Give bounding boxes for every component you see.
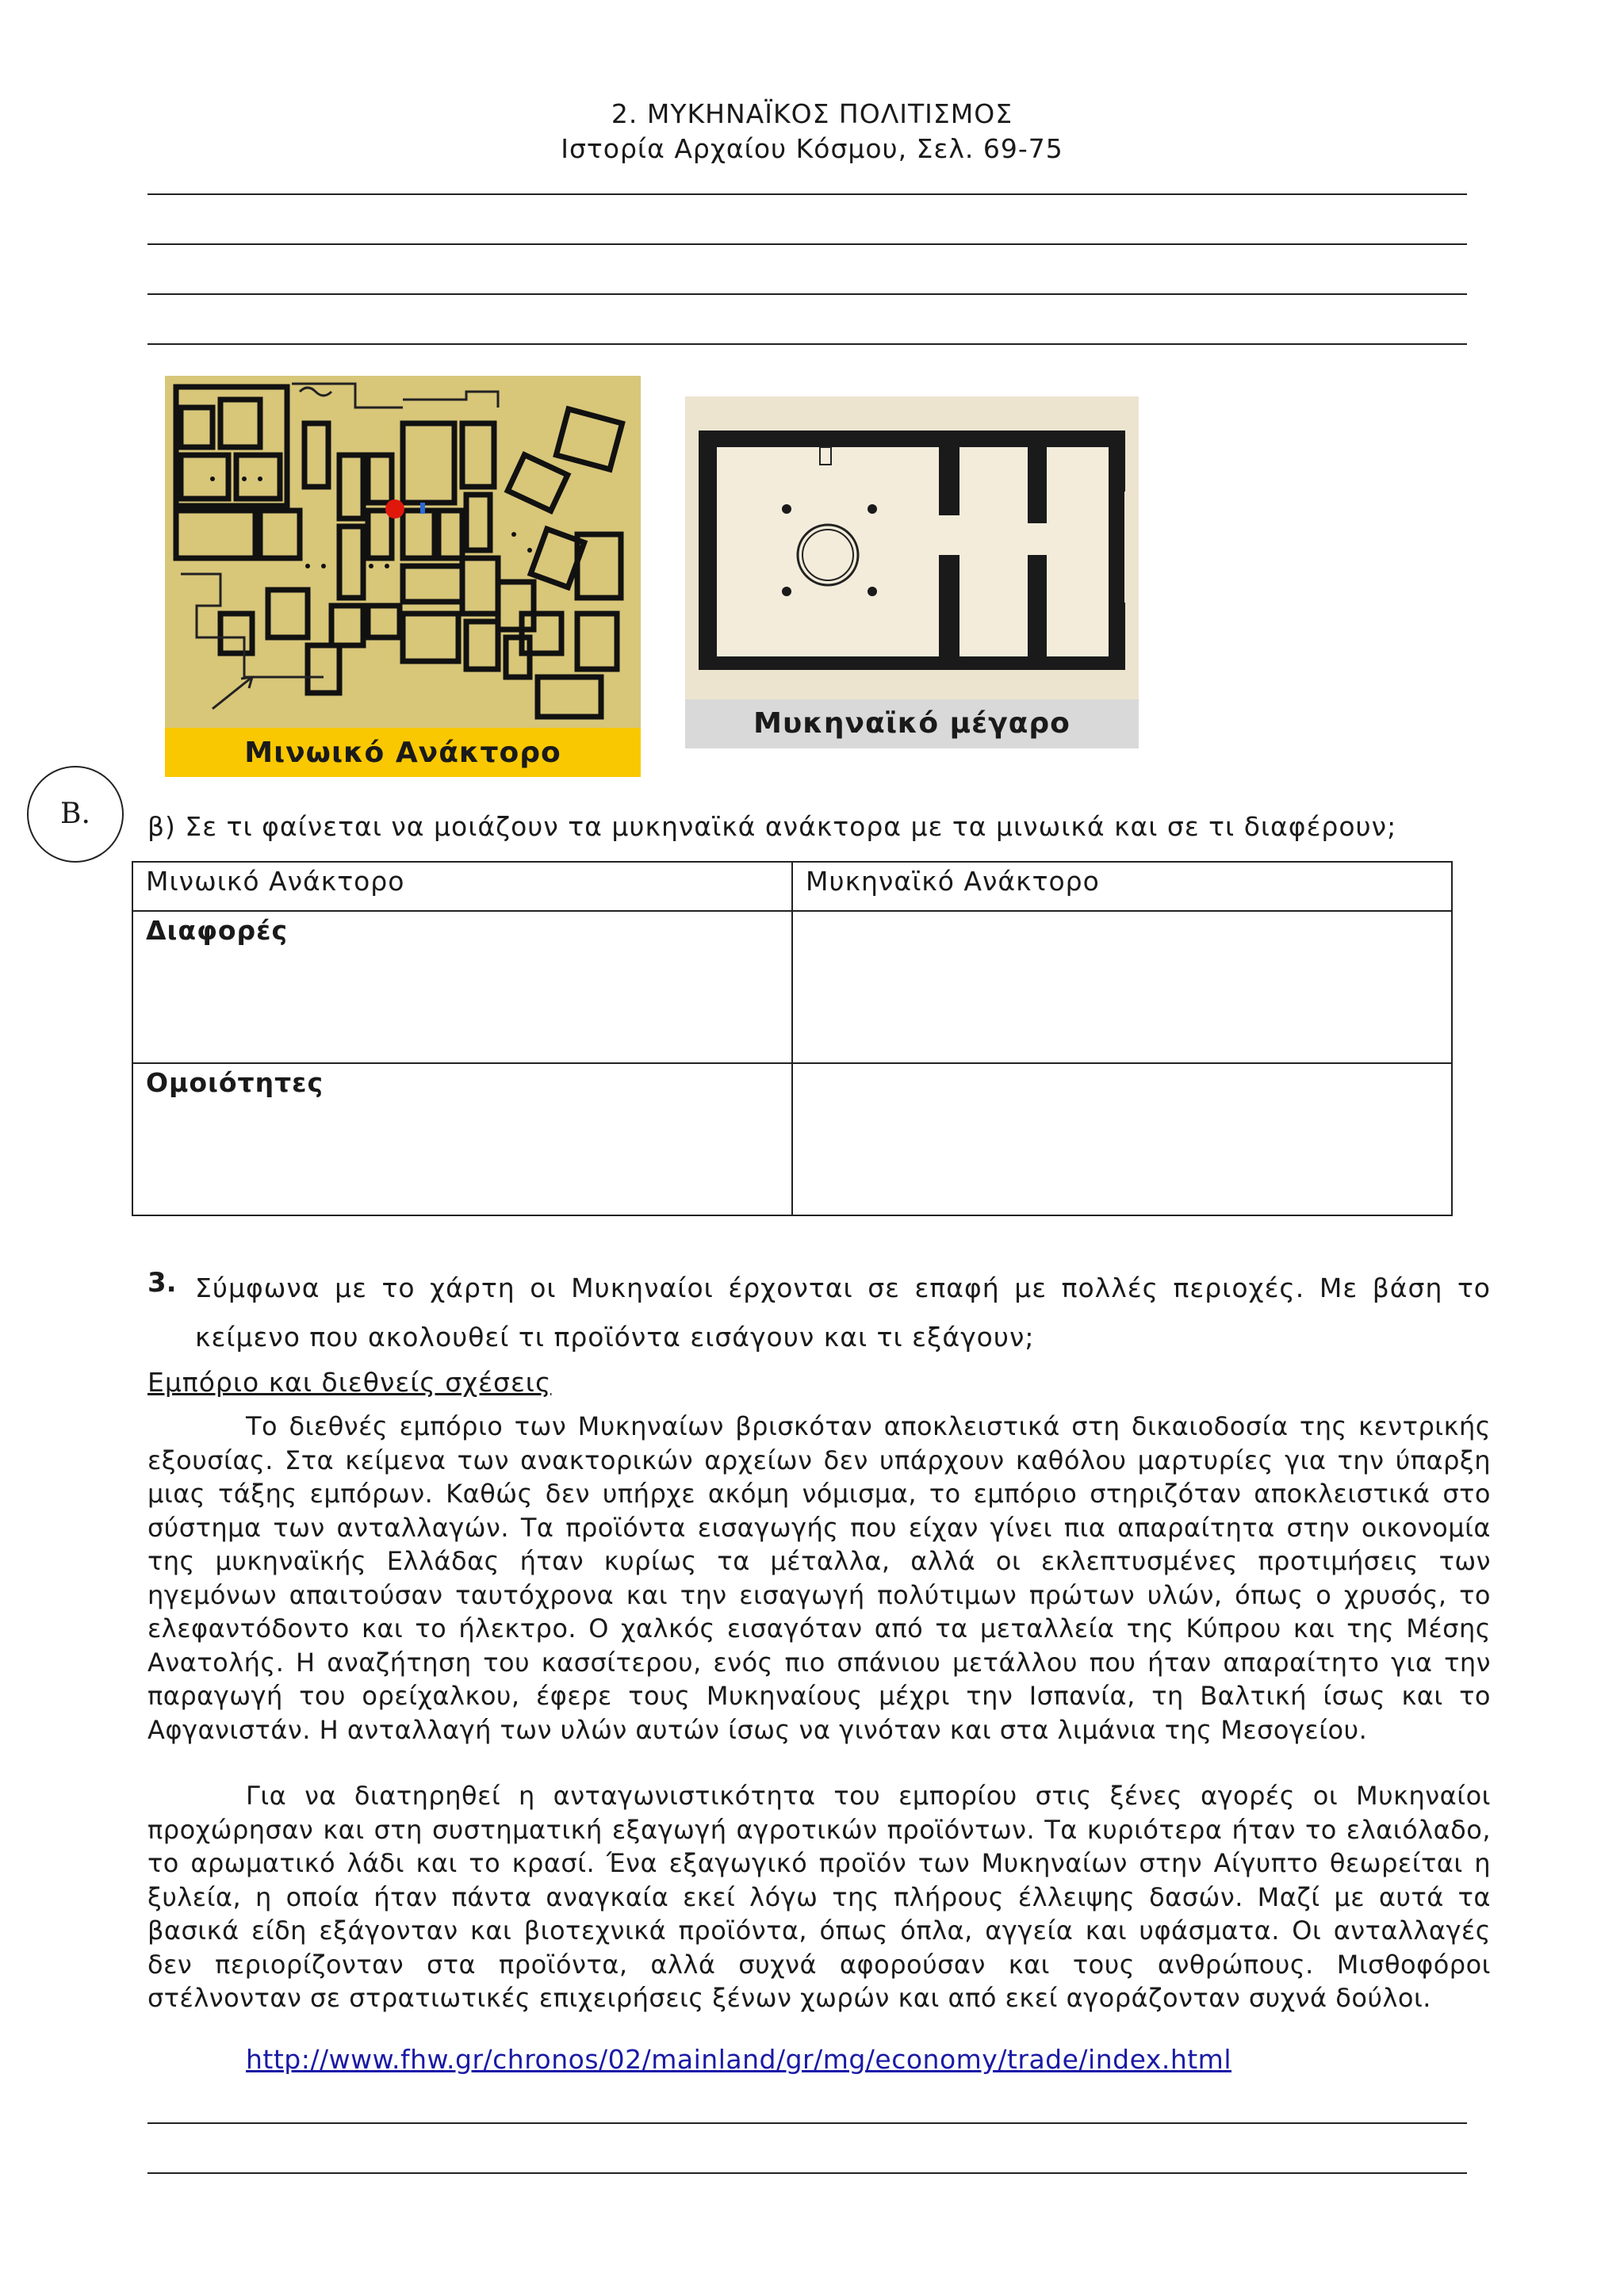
paragraph-1 <box>147 1410 1491 1747</box>
question-3-number: 3. <box>147 1267 177 1299</box>
question-3-text: Σύμφωνα με το χάρτη οι Μυκηναίοι έρχονται σε επαφή με πολλές περιοχές. Με βάση το κείμενο που ακολουθεί τι προϊόντα εισάγουν και τι εξάγουν; <box>195 1272 1491 1353</box>
comparison-table <box>132 861 1453 1216</box>
paragraph-2 <box>147 1779 1491 2015</box>
table-header-mycenaean: Μυκηναϊκό Ανάκτορο <box>792 862 1452 911</box>
minoan-palace-caption: Μινωικό Ανάκτορο <box>165 728 641 777</box>
answer-line <box>147 343 1467 345</box>
text-subheading: Εμπόριο και διεθνείς σχέσεις <box>147 1367 552 1398</box>
paragraph-2-text: Για να διατηρηθεί η ανταγωνιστικότητα του εμπορίου στις ξένες αγορές οι Μυκηναίοι προχώρησαν και στη συστηματική εξαγωγή αγροτικών προϊόντων. Τα κυριότερα ήταν το ελαιόλαδο, το αρωματικό λάδι και το κρασί. Ένα εξαγωγικό προϊόν των Μυκηναίων στην Αίγυπτο θεωρείται η ξυλεία, η οποία ήταν πάντα αναγκαία εκεί λόγω της πλήρους έλλειψης δασών. Μαζί με αυτά τα βασικά είδη εξάγονταν και βιοτεχνικά προϊόντα, όπως όπλα, αγγεία και υφάσματα. Οι ανταλλαγές δεν περιορίζονταν στα προϊόντα, αλλά συχνά αφορούσαν και τους ανθρώπους. Μισθοφόροι στέλνονταν σε στρατιωτικές επιχειρήσεις ξένων χωρών και από εκεί αγοράζονταν συχνά δούλοι. <box>147 1781 1491 2013</box>
table-row-similarities: Ομοιότητες <box>132 1063 792 1215</box>
paragraph-1-text: Το διεθνές εμπόριο των Μυκηναίων βρισκόταν αποκλειστικά στη δικαιοδοσία της κεντρικής εξουσίας. Στα κείμενα των ανακτορικών αρχείων δεν υπάρχουν καθόλου μαρτυρίες για την ύπαρξη μιας τάξης εμπόρων. Καθώς δεν υπήρχε ακόμη νόμισμα, το εμπόριο στηριζόταν αποκλειστικά στο σύστημα των ανταλλαγών. Τα προϊόντα εισαγωγής που είχαν γίνει πια απαραίτητα στην οικονομία της μυκηναϊκής Ελλάδας ήταν κυρίως τα μέταλλα, αλλά οι εκλεπτυσμένες προτιμήσεις των ηγεμόνων απαιτούσαν ταυτόχρονα και την εισαγωγή πολύτιμων πρώτων υλών, όπως ο χρυσός, το ελεφαντόδοντο και το ήλεκτρο. Ο χαλκός εισαγόταν από τα μεταλλεία της Κύπρου και της Μέσης Ανατολής. Η αναζήτηση του κασσίτερου, ενός πιο σπάνιου μετάλλου που ήταν απαραίτητο για την παραγωγή του ορείχαλκου, έφερε τους Μυκηναίους μέχρι την Ισπανία, τη Βαλτική ίσως και το Αφγανιστάν. Η ανταλλαγή των υλών αυτών ίσως να γινόταν και στα λιμάνια της Μεσογείου. <box>147 1411 1491 1745</box>
table-cell-answer[interactable] <box>792 911 1452 1063</box>
mycenaean-megaron-drawing <box>685 396 1139 701</box>
page-subtitle: Ιστορία Αρχαίου Κόσμου, Σελ. 69-75 <box>561 133 1063 164</box>
page-title: 2. ΜΥΚΗΝΑΪΚΟΣ ΠΟΛΙΤΙΣΜΟΣ <box>611 98 1013 129</box>
answer-line <box>147 293 1467 295</box>
answer-line <box>147 243 1467 245</box>
answer-line <box>147 193 1467 195</box>
minoan-palace-plan <box>165 376 641 729</box>
question-b: β) Σε τι φαίνεται να μοιάζουν τα μυκηναϊκά ανάκτορα με τα μινωικά και σε τι διαφέρουν; <box>147 811 1397 842</box>
minoan-palace-drawing <box>165 376 641 729</box>
source-link[interactable]: http://www.fhw.gr/chronos/02/mainland/gr/mg/economy/trade/index.html <box>246 2044 1231 2075</box>
answer-line <box>147 2122 1467 2124</box>
table-cell-answer[interactable] <box>792 1063 1452 1215</box>
table-row-differences: Διαφορές <box>132 911 792 1063</box>
section-marker: Β. <box>27 766 124 863</box>
mycenaean-megaron-caption: Μυκηναϊκό μέγαρο <box>685 699 1139 748</box>
mycenaean-megaron-plan <box>685 396 1139 701</box>
table-header-minoan: Μινωικό Ανάκτορο <box>132 862 792 911</box>
answer-line <box>147 2172 1467 2174</box>
